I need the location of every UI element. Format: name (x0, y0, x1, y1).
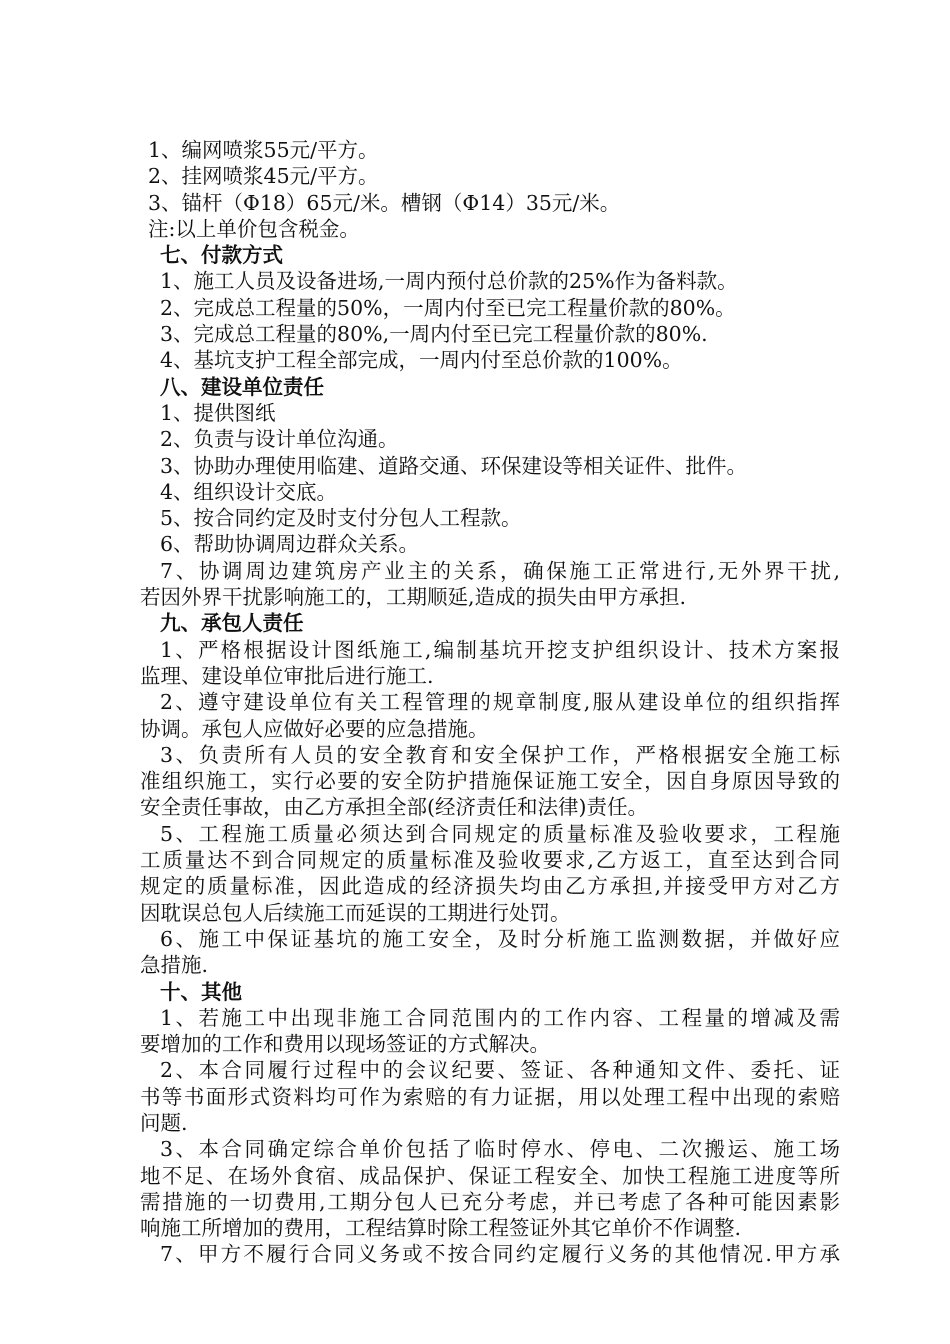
list-item: 2、遵守建设单位有关工程管理的规章制度,服从建设单位的组织指挥 (160, 690, 840, 715)
list-item: 3、负责所有人员的安全教育和安全保护工作，严格根据安全施工标 (160, 742, 840, 767)
section-heading: 十、其他 (160, 979, 242, 1004)
list-item: 3、完成总工程量的80%,一周内付至已完工程量价款的80%. (160, 322, 708, 347)
paragraph-line: 工质量达不到合同规定的质量标准及验收要求,乙方返工，直至达到合同 (140, 848, 840, 873)
section-heading: 七、付款方式 (160, 243, 283, 268)
paragraph-line: 因耽误总包人后续施工而延误的工期进行处罚。 (140, 900, 571, 925)
paragraph-line: 要增加的工作和费用以现场签证的方式解决。 (140, 1032, 550, 1057)
list-item: 2、挂网喷浆45元/平方。 (148, 164, 379, 189)
list-item: 1、提供图纸 (160, 400, 276, 425)
list-item: 2、负责与设计单位沟通。 (160, 427, 399, 452)
paragraph-line: 准组织施工，实行必要的安全防护措施保证施工安全，因自身原因导致的 (140, 769, 840, 794)
paragraph-line: 规定的质量标准，因此造成的经济损失均由乙方承担,并接受甲方对乙方 (140, 874, 840, 899)
paragraph-line: 地不足、在场外食宿、成品保护、保证工程安全、加快工程施工进度等所 (140, 1163, 840, 1188)
list-item: 3、协助办理使用临建、道路交通、环保建设等相关证件、批件。 (160, 453, 748, 478)
list-item: 2、完成总工程量的50%，一周内付至已完工程量价款的80%。 (160, 295, 736, 320)
list-item: 1、编网喷浆55元/平方。 (148, 138, 379, 162)
list-item: 5、按合同约定及时支付分包人工程款。 (160, 506, 522, 531)
list-item: 4、基坑支护工程全部完成，一周内付至总价款的100%。 (160, 348, 683, 373)
paragraph-line: 需措施的一切费用,工期分包人已充分考虑，并已考虑了各种可能因素影 (140, 1189, 840, 1214)
list-item: 1、严格根据设计图纸施工,编制基坑开挖支护组织设计、技术方案报 (160, 637, 840, 662)
list-item: 6、帮助协调周边群众关系。 (160, 532, 420, 557)
paragraph-line: 若因外界干扰影响施工的，工期顺延,造成的损失由甲方承担. (140, 585, 687, 610)
list-item: 7、甲方不履行合同义务或不按合同约定履行义务的其他情况.甲方承 (160, 1242, 840, 1267)
list-item: 2、本合同履行过程中的会议纪要、签证、各种通知文件、委托、证 (160, 1058, 840, 1083)
list-item: 7、协调周边建筑房产业主的关系，确保施工正常进行,无外界干扰, (160, 558, 840, 583)
list-item: 3、锚杆（Φ18）65元/米。槽钢（Φ14）35元/米。 (148, 190, 621, 215)
paragraph-line: 急措施. (140, 953, 209, 978)
list-item: 1、若施工中出现非施工合同范围内的工作内容、工程量的增减及需 (160, 1005, 840, 1030)
list-item: 注:以上单价包含税金。 (148, 216, 360, 241)
contract-text (140, 137, 840, 1268)
paragraph-line: 安全责任事故，由乙方承担全部(经济责任和法律)责任。 (140, 795, 648, 820)
list-item: 3、本合同确定综合单价包括了临时停水、停电、二次搬运、施工场 (160, 1137, 840, 1162)
paragraph-line: 问题. (140, 1110, 188, 1135)
list-item: 4、组织设计交底。 (160, 479, 338, 504)
section-heading: 九、承包人责任 (160, 611, 304, 636)
list-item: 1、施工人员及设备进场,一周内预付总价款的25%作为备料款。 (160, 269, 738, 294)
paragraph-line: 监理、建设单位审批后进行施工. (140, 663, 434, 688)
paragraph-line: 响施工所增加的费用，工程结算时除工程签证外其它单价不作调整. (140, 1216, 742, 1241)
list-item: 5、工程施工质量必须达到合同规定的质量标准及验收要求，工程施 (160, 821, 840, 846)
list-item: 6、施工中保证基坑的施工安全，及时分析施工监测数据，并做好应 (160, 926, 840, 951)
paragraph-line: 协调。承包人应做好必要的应急措施。 (140, 716, 489, 741)
section-heading: 八、建设单位责任 (160, 374, 324, 399)
paragraph-line: 书等书面形式资料均可作为索赔的有力证据，用以处理工程中出现的索赔 (140, 1084, 840, 1109)
